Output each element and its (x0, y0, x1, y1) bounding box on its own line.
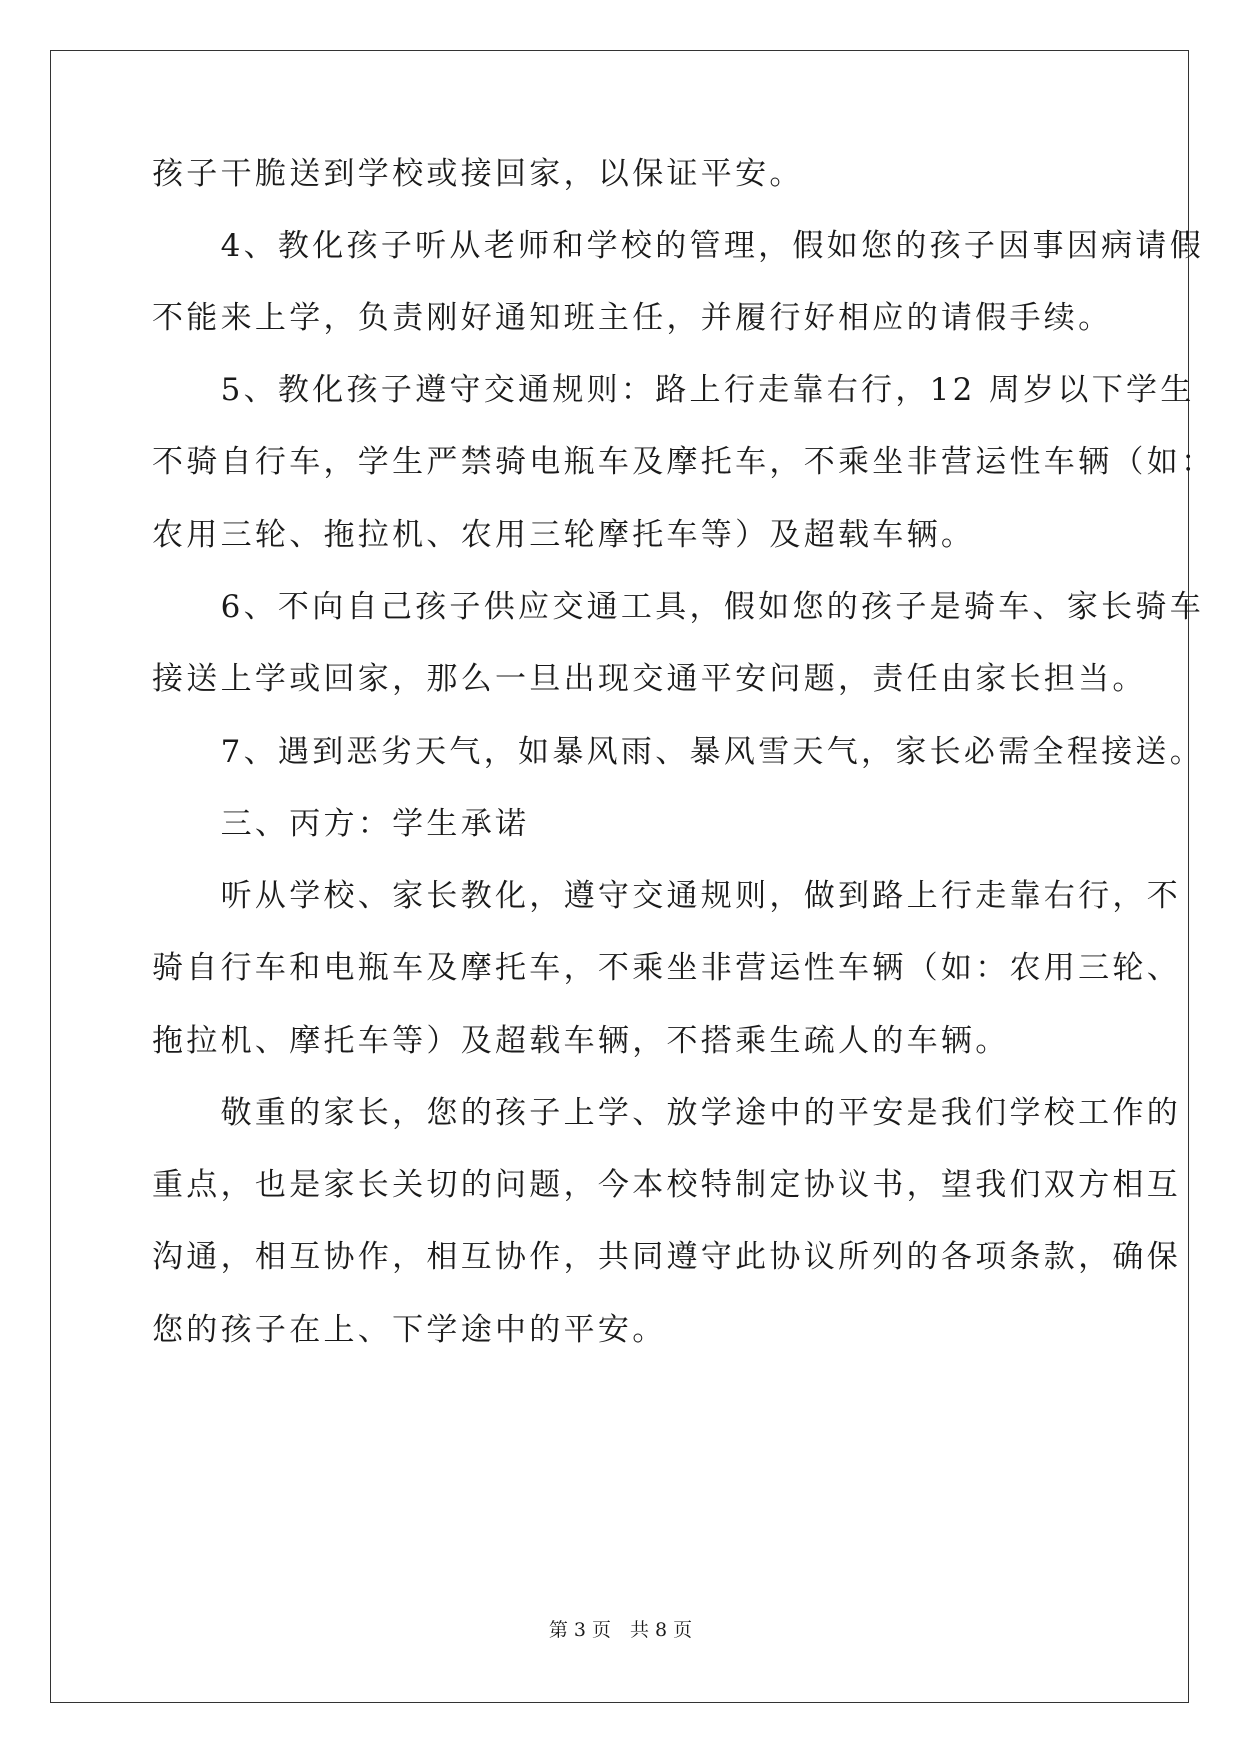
text-line: 6、不向自己孩子供应交通工具，假如您的孩子是骑车、家长骑车 (152, 589, 1205, 625)
text-line: 4、教化孩子听从老师和学校的管理，假如您的孩子因事因病请假 (152, 228, 1205, 264)
text-line: 7、遇到恶劣天气，如暴风雨、暴风雪天气，家长必需全程接送。 (152, 734, 1205, 770)
text-line: 孩子干脆送到学校或接回家，以保证平安。 (152, 156, 804, 192)
text-line: 不骑自行车，学生严禁骑电瓶车及摩托车，不乘坐非营运性车辆（如： (152, 444, 1216, 480)
section-heading: 三、丙方：学生承诺 (152, 806, 530, 842)
text-line: 骑自行车和电瓶车及摩托车，不乘坐非营运性车辆（如：农用三轮、 (152, 950, 1181, 986)
text-line: 农用三轮、拖拉机、农用三轮摩托车等）及超载车辆。 (152, 517, 976, 553)
page-number-footer: 第 3 页 共 8 页 (548, 1619, 693, 1641)
text-line: 敬重的家长，您的孩子上学、放学途中的平安是我们学校工作的 (152, 1095, 1181, 1131)
text-line: 不能来上学，负责刚好通知班主任，并履行好相应的请假手续。 (152, 300, 1113, 336)
text-line: 您的孩子在上、下学途中的平安。 (152, 1312, 667, 1348)
text-line: 接送上学或回家，那么一旦出现交通平安问题，责任由家长担当。 (152, 661, 1147, 697)
text-line: 5、教化孩子遵守交通规则：路上行走靠右行，12 周岁以下学生 (152, 372, 1195, 408)
text-line: 沟通，相互协作，相互协作，共同遵守此协议所列的各项条款，确保 (152, 1239, 1181, 1275)
text-line: 拖拉机、摩托车等）及超载车辆，不搭乘生疏人的车辆。 (152, 1023, 1010, 1059)
text-line: 重点，也是家长关切的问题，今本校特制定协议书，望我们双方相互 (152, 1167, 1181, 1203)
text-line: 听从学校、家长教化，遵守交通规则，做到路上行走靠右行，不 (152, 878, 1181, 914)
